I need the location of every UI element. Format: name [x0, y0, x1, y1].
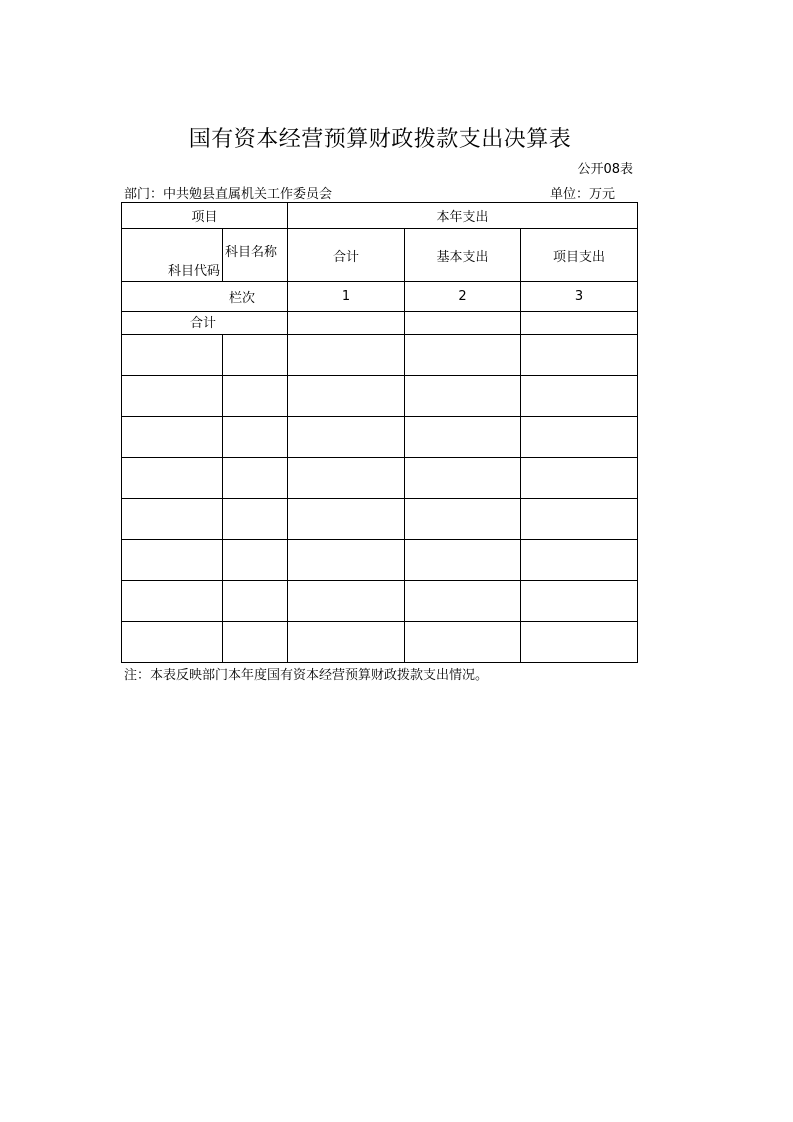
table-row: [122, 581, 638, 622]
table-row: [122, 499, 638, 540]
table-cell: [288, 540, 405, 581]
table-cell: [521, 335, 638, 376]
col-subject-code: 科目代码: [122, 229, 223, 282]
table-cell: [405, 417, 521, 458]
table-cell: [223, 376, 288, 417]
total-cell: [288, 312, 405, 335]
col-total: 合计: [288, 229, 405, 282]
table-cell: [223, 581, 288, 622]
table-cell: [405, 499, 521, 540]
table-cell: [288, 581, 405, 622]
header-item: 项目: [122, 203, 288, 229]
table-cell: [223, 540, 288, 581]
table-cell: [122, 417, 223, 458]
table-header-row: [122, 203, 638, 229]
header-current-year: 本年支出: [288, 203, 638, 229]
table-cell: [223, 499, 288, 540]
table-cell: [405, 540, 521, 581]
col-basic: 基本支出: [405, 229, 521, 282]
col-project: 项目支出: [521, 229, 638, 282]
table-cell: [521, 622, 638, 663]
table-row: [122, 376, 638, 417]
table-cell: [521, 581, 638, 622]
table-cell: [122, 458, 223, 499]
table-cell: [521, 458, 638, 499]
table-row: [122, 458, 638, 499]
total-basic-cell: [405, 312, 521, 335]
table-row: [122, 622, 638, 663]
total-row-label: 合计: [122, 312, 288, 335]
table-row: [122, 335, 638, 376]
table-cell: [288, 499, 405, 540]
table-cell: [122, 581, 223, 622]
row-number-label: 栏次: [122, 282, 288, 312]
table-cell: [122, 622, 223, 663]
table-cell: [521, 376, 638, 417]
col-number-1: 1: [288, 282, 405, 312]
table-cell: [223, 458, 288, 499]
table-cell: [223, 417, 288, 458]
col-subject-name: 科目名称: [223, 229, 288, 282]
table-cell: [288, 376, 405, 417]
col-number-3: 3: [521, 282, 638, 312]
table-cell: [405, 376, 521, 417]
table-cell: [521, 540, 638, 581]
expenditure-table: [121, 202, 638, 663]
table-cell: [521, 417, 638, 458]
department-label: 部门：中共勉县直属机关工作委员会: [124, 187, 333, 202]
total-row: [122, 312, 638, 335]
footnote: 注：本表反映部门本年度国有资本经营预算财政拨款支出情况。: [124, 668, 489, 683]
table-cell: [223, 622, 288, 663]
col-number-2: 2: [405, 282, 521, 312]
table-cell: [122, 540, 223, 581]
table-row: [122, 540, 638, 581]
unit-label: 单位：万元: [550, 187, 616, 202]
table-cell: [288, 458, 405, 499]
table-cell: [405, 622, 521, 663]
table-cell: [122, 335, 223, 376]
table-cell: [405, 335, 521, 376]
page-title: 国有资本经营预算财政拨款支出决算表: [188, 127, 572, 152]
table-cell: [288, 417, 405, 458]
form-code: 公开08表: [577, 162, 633, 177]
row-number-row: [122, 282, 638, 312]
table-cell: [223, 335, 288, 376]
table-cell: [288, 622, 405, 663]
table-cell: [122, 376, 223, 417]
table-cell: [122, 499, 223, 540]
table-row: [122, 417, 638, 458]
table-cell: [521, 499, 638, 540]
table-cell: [288, 335, 405, 376]
table-cell: [405, 581, 521, 622]
table-subheader-row: [122, 229, 638, 282]
table-cell: [405, 458, 521, 499]
total-project-cell: [521, 312, 638, 335]
